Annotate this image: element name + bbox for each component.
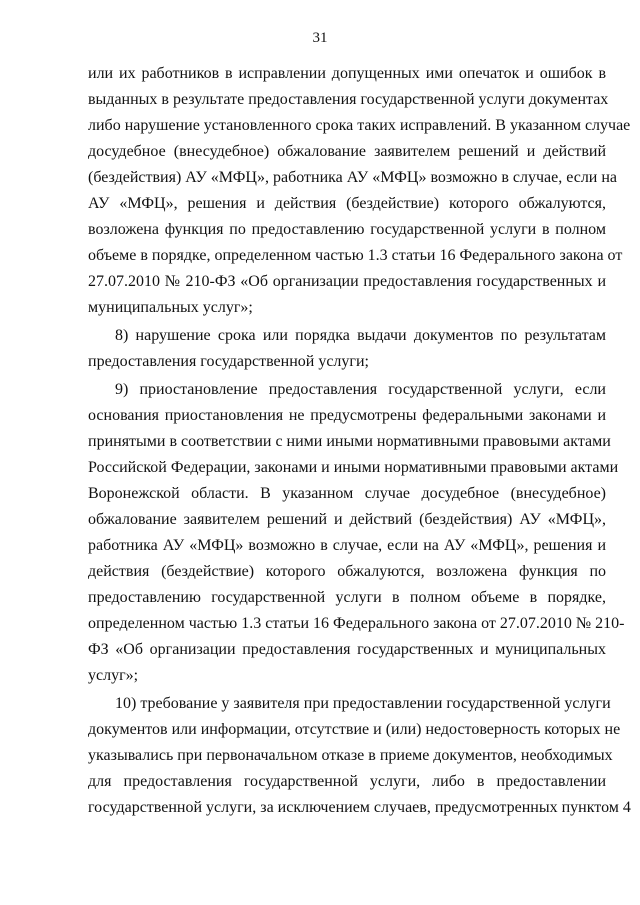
- text-line: (бездействия) АУ «МФЦ», работника АУ «МФЦ» возможно в случае, если на: [88, 169, 618, 186]
- text-line: досудебное (внесудебное) обжалование заявителем решений и действий: [88, 143, 606, 160]
- text-line: возложена функция по предоставлению государственной услуги в полном: [88, 221, 606, 238]
- text-line: обжалование заявителем решений и действий (бездействия) АУ «МФЦ»,: [88, 511, 606, 528]
- text-line: для предоставления государственной услуги, либо в предоставлении: [88, 773, 606, 790]
- text-line: принятыми в соответствии с ними иными нормативными правовыми актами: [88, 433, 611, 450]
- text-line: ФЗ «Об организации предоставления государственных и муниципальных: [88, 641, 606, 658]
- text-line: действия (бездействие) которого обжалуются, возложена функция по: [88, 563, 606, 580]
- text-line: основания приостановления не предусмотрены федеральными законами и: [88, 407, 606, 424]
- text-line: выданных в результате предоставления государственной услуги документах: [88, 91, 609, 108]
- text-line: государственной услуги, за исключением случаев, предусмотренных пунктом 4: [88, 799, 631, 816]
- text-line: указывались при первоначальном отказе в приеме документов, необходимых: [88, 747, 613, 764]
- text-line: 9) приостановление предоставления государственной услуги, если: [115, 381, 606, 398]
- text-line: предоставления государственной услуги;: [88, 353, 369, 370]
- text-line: 10) требование у заявителя при предоставлении государственной услуги: [115, 695, 611, 712]
- text-line: объеме в порядке, определенном частью 1.3 статьи 16 Федерального закона от: [88, 247, 623, 264]
- text-line: АУ «МФЦ», решения и действия (бездействие) которого обжалуются,: [88, 195, 606, 212]
- text-line: работника АУ «МФЦ» возможно в случае, если на АУ «МФЦ», решения и: [88, 537, 606, 554]
- text-line: либо нарушение установленного срока таких исправлений. В указанном случае: [88, 117, 631, 134]
- text-line: муниципальных услуг»;: [88, 299, 253, 316]
- text-line: документов или информации, отсутствие и (или) недостоверность которых не: [88, 721, 621, 738]
- text-line: 27.07.2010 № 210-ФЗ «Об организации предоставления государственных и: [88, 273, 606, 290]
- page-number: 31: [312, 30, 328, 46]
- text-line: предоставлению государственной услуги в полном объеме в порядке,: [88, 589, 606, 606]
- text-line: Российской Федерации, законами и иными нормативными правовыми актами: [88, 459, 619, 476]
- text-line: определенном частью 1.3 статьи 16 Федерального закона от 27.07.2010 № 210-: [88, 615, 625, 632]
- text-line: или их работников в исправлении допущенных ими опечаток и ошибок в: [88, 65, 606, 82]
- text-line: услуг»;: [88, 667, 139, 684]
- text-line: Воронежской области. В указанном случае досудебное (внесудебное): [88, 485, 606, 502]
- text-line: 8) нарушение срока или порядка выдачи документов по результатам: [115, 327, 606, 344]
